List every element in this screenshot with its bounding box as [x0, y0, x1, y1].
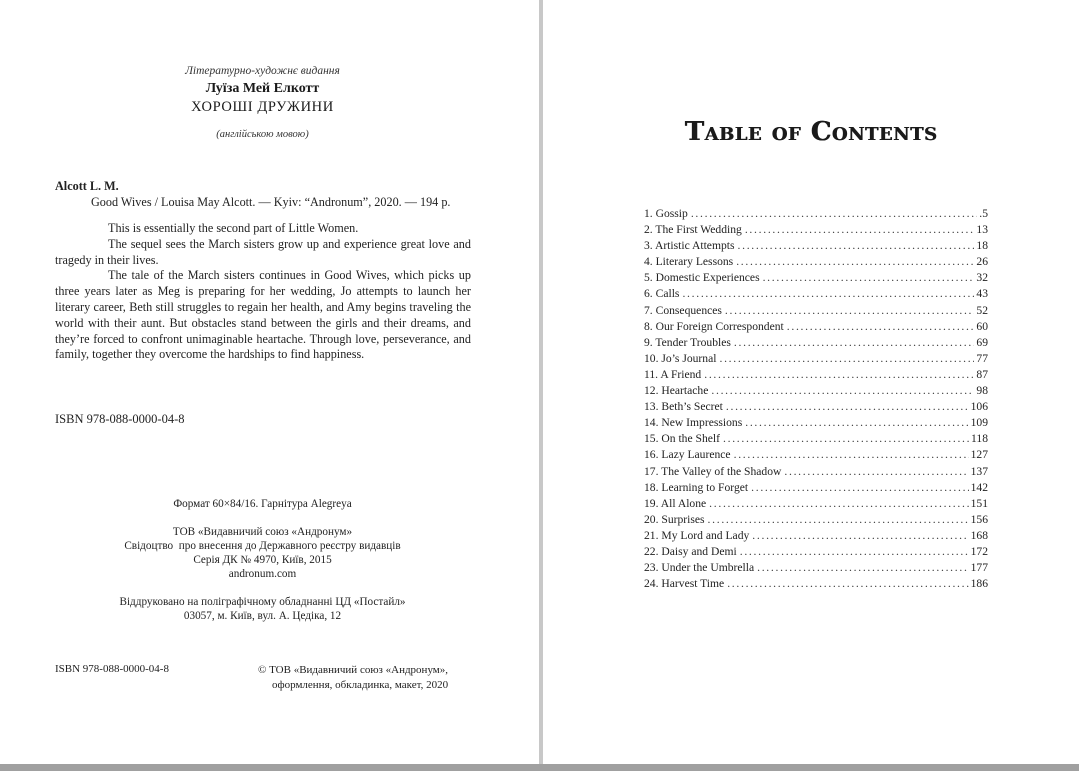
toc-entry[interactable] [644, 544, 988, 560]
toc-entry-page: 137 [970, 464, 988, 478]
toc-entry[interactable] [644, 238, 988, 254]
toc-entry[interactable] [644, 415, 988, 431]
toc-dot-leader [727, 576, 968, 592]
biblio-entry: Good Wives / Louisa May Alcott. — Kyiv: “Andronum”, 2020. — 194 p. [91, 195, 451, 209]
language-note: (англійською мовою) [216, 129, 309, 140]
toc-entry[interactable] [644, 270, 988, 286]
toc-entry-page: 98 [976, 384, 988, 398]
toc-entry-page: 127 [970, 448, 988, 462]
toc-entry-title: 4. Literary Lessons [644, 255, 734, 269]
toc-dot-leader [711, 383, 974, 399]
toc-entry-title: 20. Surprises [644, 512, 705, 526]
toc-title: Table of Contents [684, 117, 938, 147]
toc-entry-title: 2. The First Wedding [644, 223, 742, 237]
toc-entry[interactable] [644, 447, 988, 463]
publisher-info [55, 525, 470, 581]
toc-dot-leader [708, 512, 969, 528]
toc-entry-title: 18. Learning to Forget [644, 480, 749, 494]
toc-entry-title: 19. All Alone [644, 496, 707, 510]
publisher-line: ТОВ «Видавничий союз «Андронум» [172, 526, 353, 538]
toc-entry[interactable] [644, 303, 988, 319]
book-title-ua: ХОРОШІ ДРУЖИНИ [191, 99, 334, 115]
annotation-paragraph: The tale of the March sisters continues in Good Wives, which picks up three years later as Meg is preparing for her wedding, Jo attempts to launch her literary career, Beth still struggles to regain her health, and Amy begins traveling the world with their aunt. But obstacles stand between the girls and their dreams, and they’re forced to confront unimaginable heartache. Through love, perseverance, and family, together they overcome the hardships to find happiness. [55, 268, 471, 362]
toc-entry-title: 21. My Lord and Lady [644, 528, 750, 542]
toc-dot-leader [757, 560, 969, 576]
toc-dot-leader [734, 447, 969, 463]
toc-dot-leader [682, 286, 974, 302]
toc-entry-title: 15. On the Shelf [644, 432, 720, 446]
toc-list [644, 206, 988, 592]
toc-entry[interactable] [644, 480, 988, 496]
toc-entry-page: 13 [976, 223, 988, 237]
technical-info [55, 497, 470, 623]
bibliographic-record [55, 178, 473, 210]
toc-entry[interactable] [644, 431, 988, 447]
toc-entry-title: 22. Daisy and Demi [644, 544, 737, 558]
toc-entry[interactable] [644, 399, 988, 415]
toc-dot-leader [745, 415, 968, 431]
format-line: Формат 60×84/16. Гарнітура Alegreya [173, 498, 352, 510]
biblio-author: Alcott L. M. [55, 179, 119, 193]
toc-entry-title: 17. The Valley of the Shadow [644, 464, 782, 478]
toc-entry-page: 118 [971, 432, 988, 446]
toc-dot-leader [719, 351, 974, 367]
book-annotation [55, 221, 471, 363]
toc-entry[interactable] [644, 367, 988, 383]
toc-entry-page: 106 [970, 400, 988, 414]
printer-line: Віддруковано на поліграфічному обладнанні ЦД «Постайл» [119, 596, 406, 608]
toc-dot-leader [736, 254, 974, 270]
toc-entry-title: 5. Domestic Experiences [644, 271, 760, 285]
toc-entry-title: 7. Consequences [644, 303, 722, 317]
printer-line: 03057, м. Київ, вул. А. Цедіка, 12 [183, 610, 342, 622]
toc-entry-page: 26 [976, 255, 988, 269]
toc-entry-title: 23. Under the Umbrella [644, 561, 755, 575]
printer-info [55, 595, 470, 623]
toc-entry[interactable] [644, 335, 988, 351]
imprint-header [55, 64, 470, 141]
toc-entry-page: 156 [970, 512, 988, 526]
toc-entry-page: 69 [976, 335, 988, 349]
toc-entry-title: 1. Gossip [644, 207, 688, 220]
annotation-paragraph: This is essentially the second part of Little Women. [108, 221, 359, 235]
toc-entry-title: 14. New Impressions [644, 416, 743, 430]
toc-entry-page: 109 [970, 416, 988, 430]
toc-dot-leader [763, 270, 975, 286]
toc-entry[interactable] [644, 464, 988, 480]
toc-entry-page: 60 [976, 319, 988, 333]
toc-entry-page: 32 [976, 271, 988, 285]
toc-dot-leader [723, 431, 969, 447]
bottom-scroll-bar [0, 764, 1079, 771]
publisher-website: andronum.com [228, 568, 297, 580]
toc-dot-leader [740, 544, 969, 560]
toc-dot-leader [709, 496, 968, 512]
toc-dot-leader [752, 528, 968, 544]
toc-entry-title: 12. Heartache [644, 384, 709, 398]
toc-entry[interactable] [644, 254, 988, 270]
isbn: ISBN 978-088-0000-04-8 [55, 412, 185, 426]
toc-entry-page: 186 [970, 577, 988, 591]
toc-entry-page: 172 [970, 544, 988, 558]
toc-dot-leader [704, 367, 974, 383]
toc-entry-title: 6. Calls [644, 287, 680, 301]
toc-entry-page: .5 [979, 207, 988, 220]
toc-dot-leader [787, 319, 975, 335]
toc-entry-title: 10. Jo’s Journal [644, 351, 717, 365]
publisher-line: Свідоцтво про внесення до Державного реєстру видавців [124, 540, 401, 552]
toc-entry[interactable] [644, 560, 988, 576]
toc-dot-leader [745, 222, 975, 238]
toc-entry[interactable] [644, 286, 988, 302]
toc-entry[interactable] [644, 496, 988, 512]
toc-entry-page: 87 [976, 367, 988, 381]
author-name-ua: Луїза Мей Елкотт [205, 81, 320, 96]
toc-dot-leader [691, 206, 977, 222]
toc-entry-page: 43 [976, 287, 988, 301]
toc-entry-title: 8. Our Foreign Correspondent [644, 319, 784, 333]
toc-entry-page: 52 [976, 303, 988, 317]
toc-dot-leader [726, 399, 969, 415]
toc-entry[interactable] [644, 319, 988, 335]
toc-entry-page: 151 [970, 496, 988, 510]
toc-entry-title: 16. Lazy Laurence [644, 448, 731, 462]
toc-dot-leader [751, 480, 968, 496]
toc-entry[interactable] [644, 383, 988, 399]
toc-dot-leader [784, 464, 968, 480]
copyright-line: © ТОВ «Видавничий союз «Андронум», [258, 664, 449, 676]
toc-entry[interactable] [644, 206, 988, 222]
toc-entry-title: 13. Beth’s Secret [644, 400, 723, 414]
toc-dot-leader [738, 238, 975, 254]
toc-dot-leader [725, 303, 974, 319]
copyright-line: оформлення, обкладинка, макет, 2020 [272, 679, 449, 691]
toc-entry-page: 18 [976, 239, 988, 253]
toc-entry-title: 24. Harvest Time [644, 577, 725, 591]
toc-entry[interactable] [644, 222, 988, 238]
footer-isbn: ISBN 978-088-0000-04-8 [55, 663, 169, 675]
toc-entry-title: 9. Tender Troubles [644, 335, 731, 349]
toc-entry[interactable] [644, 512, 988, 528]
toc-dot-leader [734, 335, 975, 351]
toc-entry[interactable] [644, 528, 988, 544]
annotation-paragraph: The sequel sees the March sisters grow up and experience great love and tragedy in their lives. [55, 236, 471, 267]
copyright-notice [258, 663, 448, 693]
toc-entry[interactable] [644, 576, 988, 592]
toc-entry-page: 142 [970, 480, 988, 494]
publisher-line: Серія ДК № 4970, Київ, 2015 [193, 554, 332, 566]
toc-entry[interactable] [644, 351, 988, 367]
toc-entry-title: 3. Artistic Attempts [644, 239, 735, 253]
toc-entry-page: 168 [970, 528, 988, 542]
genre-label: Літературно-художнє видання [185, 65, 340, 77]
toc-entry-page: 177 [970, 561, 988, 575]
toc-entry-title: 11. A Friend [644, 367, 702, 381]
toc-entry-page: 77 [976, 351, 988, 365]
